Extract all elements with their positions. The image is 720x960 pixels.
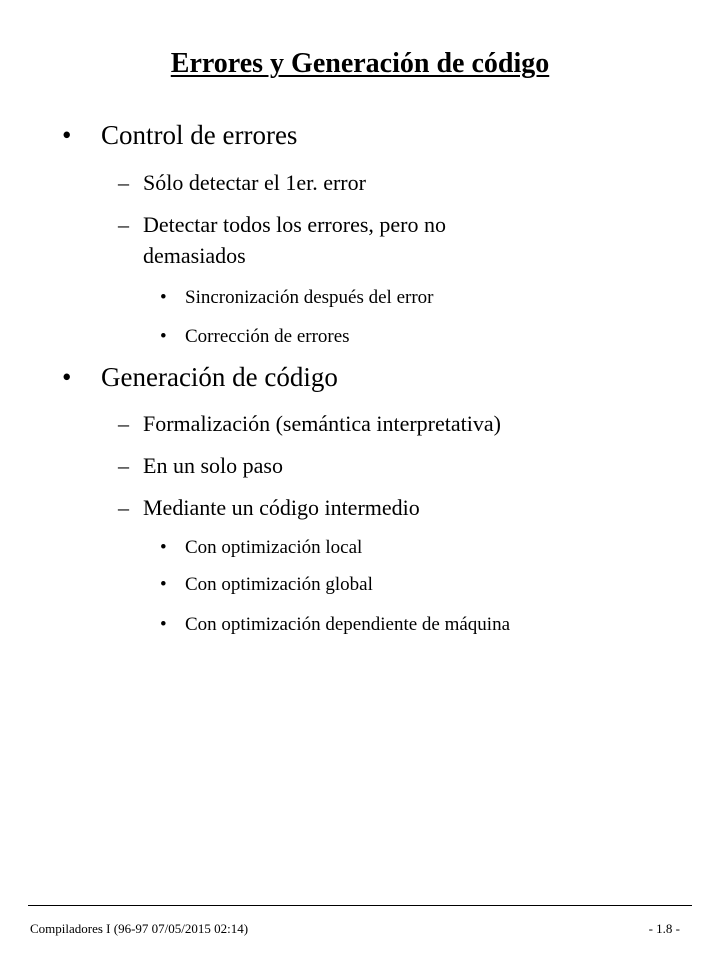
sub-item-un-solo-paso: En un solo paso (143, 453, 283, 478)
footer-course-info: Compiladores I (96-97 07/05/2015 02:14) (30, 921, 249, 936)
dash-marker: – (118, 495, 129, 520)
sub-sub-item-optimizacion-global: Con optimización global (185, 574, 373, 595)
bullet-item-control-errores: Control de errores (101, 120, 298, 150)
slide-title: Errores y Generación de código (170, 48, 550, 79)
sub-sub-item-correccion: Corrección de errores (185, 326, 350, 347)
sub-bullet-marker: • (160, 537, 167, 558)
sub-item-codigo-intermedio: Mediante un código intermedio (143, 495, 420, 520)
sub-bullet-marker: • (160, 287, 167, 308)
sub-bullet-marker: • (160, 614, 167, 635)
sub-item-detectar-todos: Detectar todos los errores, pero no (143, 212, 447, 237)
sub-sub-item-optimizacion-maquina: Con optimización dependiente de máquina (185, 614, 511, 635)
dash-marker: – (118, 411, 129, 436)
page-number: - 1.8 - (648, 921, 680, 936)
sub-bullet-marker: • (160, 326, 167, 347)
dash-marker: – (118, 212, 129, 237)
sub-item-solo-detectar: Sólo detectar el 1er. error (143, 170, 366, 195)
sub-bullet-marker: • (160, 574, 167, 595)
dash-marker: – (118, 170, 129, 195)
bullet-marker: • (62, 362, 72, 392)
sub-item-formalizacion: Formalización (semántica interpretativa) (143, 411, 501, 436)
sub-item-detectar-todos-cont: demasiados (143, 243, 246, 268)
dash-marker: – (118, 453, 129, 478)
sub-sub-item-sincronizacion: Sincronización después del error (185, 287, 434, 308)
footer-divider (28, 905, 692, 906)
bullet-item-generacion-codigo: Generación de código (101, 362, 338, 392)
sub-sub-item-optimizacion-local: Con optimización local (185, 537, 363, 558)
bullet-marker: • (62, 120, 72, 150)
